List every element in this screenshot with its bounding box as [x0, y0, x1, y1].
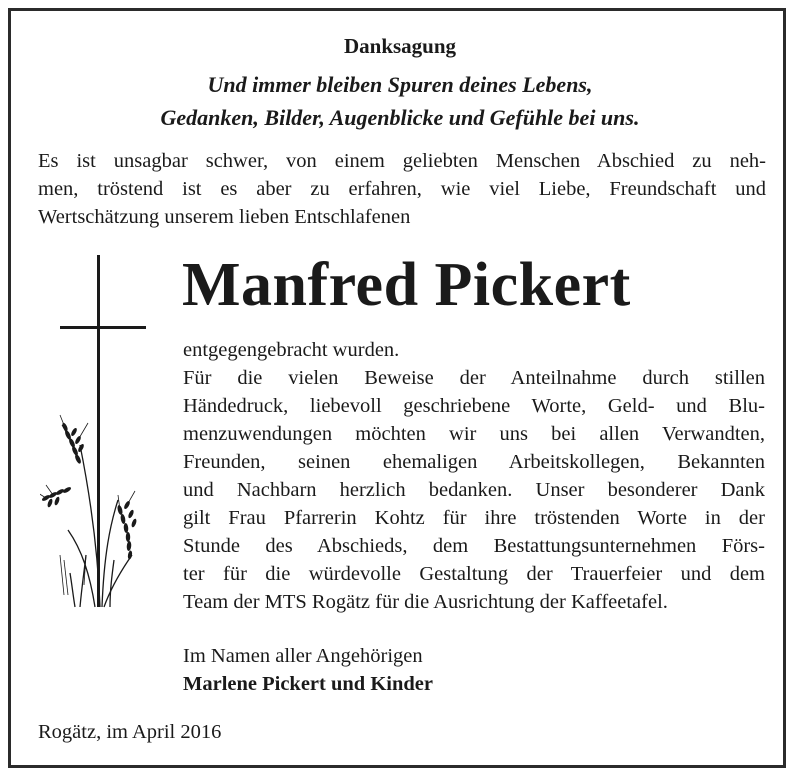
wheat-icon	[40, 255, 170, 615]
body-line: menzuwendungen möchten wir uns bei allen Verwandten,	[183, 423, 765, 445]
body-line: Stunde des Abschieds, dem Bestattungsunternehmen Förs-	[183, 535, 765, 557]
body-line: Für die vielen Beweise der Anteilnahme durch stillen	[183, 367, 765, 389]
deceased-name: Manfred Pickert	[182, 251, 631, 319]
intro-line: Es ist unsagbar schwer, von einem geliebten Menschen Abschied zu neh-	[38, 150, 766, 172]
intro-line: Wertschätzung unserem lieben Entschlafenen	[38, 206, 411, 228]
signature-name: Marlene Pickert und Kinder	[183, 673, 433, 695]
thanks-paragraph	[183, 336, 765, 616]
body-line: Team der MTS Rogätz für die Ausrichtung der Kaffeetafel.	[183, 591, 668, 613]
body-line: Freunden, seinen ehemaligen Arbeitskollegen, Bekannten	[183, 451, 765, 473]
motto-line-1: Und immer bleiben Spuren deines Lebens,	[207, 72, 593, 97]
motto-line-2: Gedanken, Bilder, Augenblicke und Gefühle bei uns.	[160, 105, 640, 130]
place-date: Rogätz, im April 2016	[38, 721, 222, 743]
body-line: und Nachbarn herzlich bedanken. Unser besonderer Dank	[183, 479, 765, 501]
body-line: Händedruck, liebevoll geschriebene Worte, Geld- und Blu-	[183, 395, 765, 417]
body-line: gilt Frau Pfarrerin Kohtz für ihre tröstenden Worte in der	[183, 507, 765, 529]
motto	[0, 68, 800, 134]
intro-line: men, tröstend ist es aber zu erfahren, wie viel Liebe, Freundschaft und	[38, 178, 766, 200]
memorial-illustration	[40, 255, 170, 615]
body-line: entgegengebracht wurden.	[183, 339, 400, 361]
body-line: ter für die würdevolle Gestaltung der Trauerfeier und dem	[183, 563, 765, 585]
signature-lead: Im Namen aller Angehörigen	[183, 645, 423, 667]
notice-heading: Danksagung	[343, 34, 457, 58]
intro-paragraph	[38, 147, 766, 231]
